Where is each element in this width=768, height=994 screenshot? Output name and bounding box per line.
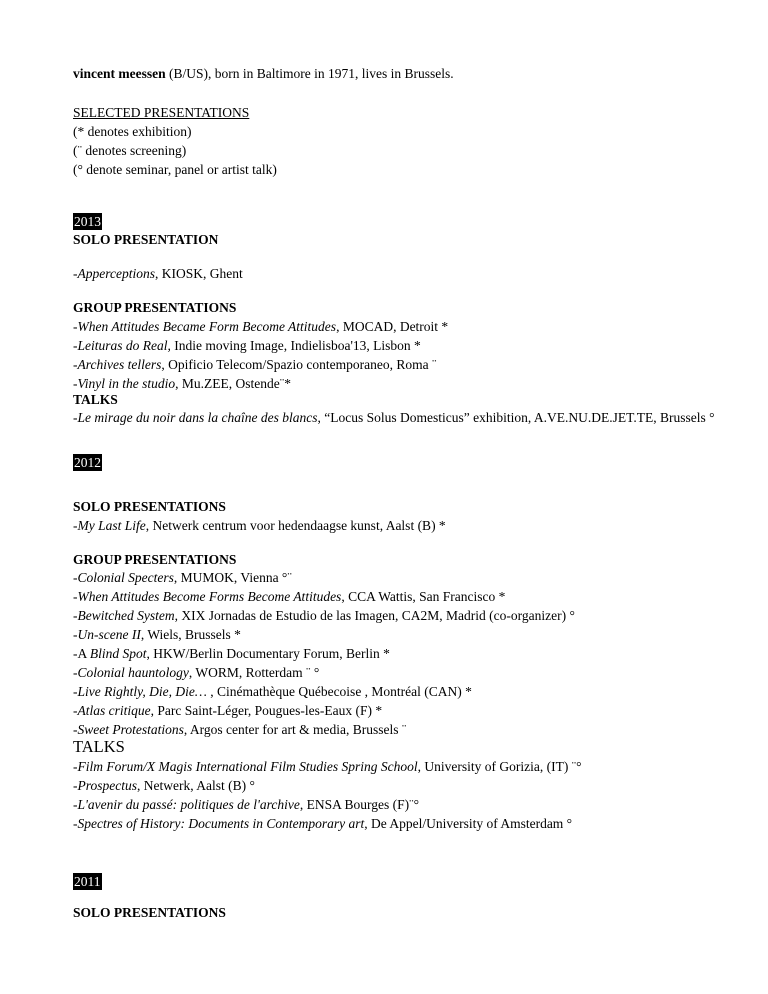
intro-text: (B/US), born in Baltimore in 1971, lives in Brussels. bbox=[165, 66, 454, 81]
selected-presentations-heading: SELECTED PRESENTATIONS bbox=[73, 105, 250, 120]
list-item: -Film Forum/X Magis International Film Studies Spring School, University of Gorizia, (IT) ¨° bbox=[73, 759, 582, 774]
talks-list-2012 bbox=[73, 757, 748, 833]
artist-name: vincent meessen bbox=[73, 66, 166, 81]
year-badge: 2011 bbox=[74, 874, 101, 889]
list-item: -When Attitudes Become Forms Become Attitudes, CCA Wattis, San Francisco * bbox=[73, 589, 506, 604]
solo-heading-2011: SOLO PRESENTATIONS bbox=[73, 905, 226, 920]
list-item: -L'avenir du passé: politiques de l'archive, ENSA Bourges (F)¨° bbox=[73, 797, 420, 812]
list-item: -My Last Life, Netwerk centrum voor hedendaagse kunst, Aalst (B) * bbox=[73, 518, 446, 533]
list-item: -Leituras do Real, Indie moving Image, Indielisboa'13, Lisbon * bbox=[73, 338, 421, 353]
legend-line: (° denote seminar, panel or artist talk) bbox=[73, 162, 277, 177]
year-2011-label bbox=[73, 872, 748, 891]
list-item: -When Attitudes Became Form Become Attitudes, MOCAD, Detroit * bbox=[73, 319, 449, 334]
list-item: -Colonial hauntology, WORM, Rotterdam ¨ ° bbox=[73, 665, 320, 680]
list-item: -Colonial Specters, MUMOK, Vienna °¨ bbox=[73, 570, 292, 585]
intro-line bbox=[73, 64, 748, 83]
list-item: -Archives tellers, Opificio Telecom/Spazio contemporaneo, Roma ¨ bbox=[73, 357, 437, 372]
list-item: -Spectres of History: Documents in Contemporary art, De Appel/University of Amsterdam ° bbox=[73, 816, 573, 831]
list-item: -Sweet Protestations, Argos center for art & media, Brussels ¨ bbox=[73, 722, 407, 737]
solo-heading-2012: SOLO PRESENTATIONS bbox=[73, 499, 226, 514]
list-item: -Live Rightly, Die, Die… , Cinémathèque Québecoise , Montréal (CAN) * bbox=[73, 684, 472, 699]
solo-heading-2013: SOLO PRESENTATION bbox=[73, 232, 219, 247]
list-item: -Le mirage du noir dans la chaîne des blancs, “Locus Solus Domesticus” exhibition, A.VE.NU.DE.JET.TE, Brussels ° bbox=[73, 410, 715, 425]
legend-line: (¨ denotes screening) bbox=[73, 143, 187, 158]
talks-heading-2013: TALKS bbox=[73, 392, 118, 407]
list-item: -Atlas critique, Parc Saint-Léger, Pougues-les-Eaux (F) * bbox=[73, 703, 383, 718]
group-list-2012 bbox=[73, 568, 748, 739]
list-item: -Un-scene II, Wiels, Brussels * bbox=[73, 627, 241, 642]
talks-heading-2012: TALKS bbox=[73, 737, 125, 756]
list-item: -Apperceptions, KIOSK, Ghent bbox=[73, 266, 243, 281]
list-item: -Bewitched System, XIX Jornadas de Estudio de las Imagen, CA2M, Madrid (co-organizer) ° bbox=[73, 608, 575, 623]
list-item: -A Blind Spot, HKW/Berlin Documentary Forum, Berlin * bbox=[73, 646, 390, 661]
legend-line: (* denotes exhibition) bbox=[73, 124, 192, 139]
year-badge: 2012 bbox=[74, 455, 101, 470]
group-heading-2012: GROUP PRESENTATIONS bbox=[73, 552, 237, 567]
legend-block bbox=[73, 103, 748, 179]
year-badge: 2013 bbox=[74, 214, 101, 229]
group-list-2013 bbox=[73, 317, 748, 393]
year-2012-label bbox=[73, 453, 748, 472]
group-heading-2013: GROUP PRESENTATIONS bbox=[73, 300, 237, 315]
year-2013-label bbox=[73, 212, 748, 231]
list-item: -Vinyl in the studio, Mu.ZEE, Ostende¨* bbox=[73, 376, 291, 391]
list-item: -Prospectus, Netwerk, Aalst (B) ° bbox=[73, 778, 255, 793]
